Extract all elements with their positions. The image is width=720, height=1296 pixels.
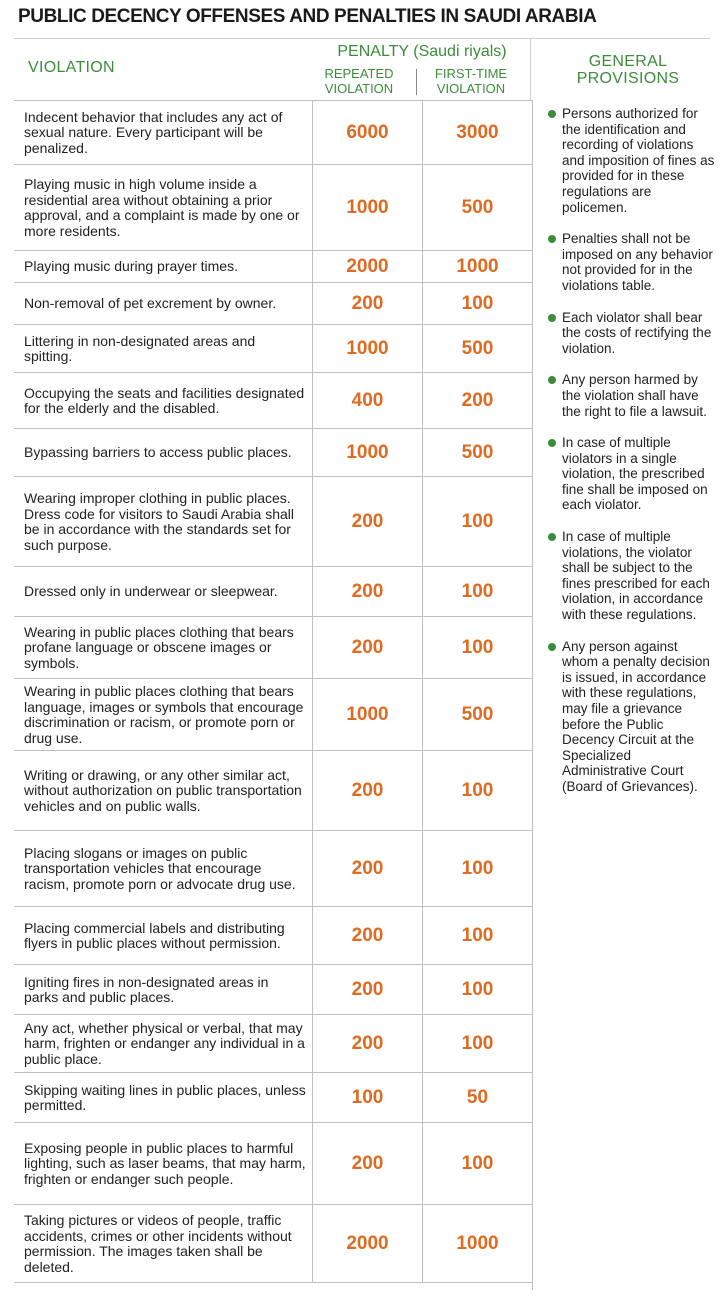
first-time-penalty: 100	[422, 617, 532, 678]
table-row	[14, 1205, 532, 1283]
provision-item	[546, 529, 716, 623]
repeated-penalty: 100	[312, 1073, 422, 1122]
violation-text: Littering in non-designated areas and spitting.	[24, 332, 256, 364]
provision-text: Persons authorized for the identification and recording of violations and imposition of fines as provided for in these regulations are policemen.	[562, 106, 715, 215]
provision-item	[546, 310, 716, 357]
bullet-dot-icon	[548, 110, 556, 118]
header-divider	[530, 39, 531, 101]
repeated-penalty: 200	[312, 751, 422, 830]
provision-text: In case of multiple violations, the violator shall be subject to the fines prescribed for each violation, in accordance with these regulations.	[562, 529, 710, 623]
table-row	[14, 1123, 532, 1205]
bullet-dot-icon	[548, 314, 556, 322]
violation-text: Skipping waiting lines in public places, unless permitted.	[24, 1081, 306, 1113]
bullet-dot-icon	[548, 235, 556, 243]
repeated-penalty: 6000	[312, 101, 422, 164]
general-provisions-header: GENERAL PROVISIONS	[576, 53, 680, 87]
first-time-penalty: 100	[422, 831, 532, 906]
table-row	[14, 283, 532, 325]
bullet-dot-icon	[548, 439, 556, 447]
violation-text: Wearing in public places clothing that bears profane language or obscene images or symbols.	[24, 623, 294, 671]
first-time-penalty: 1000	[422, 1205, 532, 1282]
repeated-penalty: 1000	[312, 165, 422, 250]
violation-text: Wearing in public places clothing that bears language, images or symbols that encourage discrimination or racism, or promote porn or drug use.	[24, 683, 304, 746]
general-provisions-list	[546, 106, 716, 811]
table-row	[14, 679, 532, 751]
first-time-penalty: 100	[422, 477, 532, 566]
table-row	[14, 567, 532, 617]
provision-item	[546, 372, 716, 419]
provision-item	[546, 435, 716, 513]
repeated-penalty: 1000	[312, 325, 422, 372]
repeated-violation-header: REPEATED VIOLATION	[324, 66, 394, 96]
violation-text: Taking pictures or videos of people, traffic accidents, crimes or other incidents without permission. The images taken shall be deleted.	[24, 1212, 292, 1275]
violation-text: Placing slogans or images on public transportation vehicles that encourage racism, promote porn or advocate drug use.	[24, 844, 296, 892]
table-row	[14, 251, 532, 283]
penalty-column-header: PENALTY (Saudi riyals)	[337, 43, 507, 60]
table-row	[14, 101, 532, 165]
first-time-penalty: 50	[422, 1073, 532, 1122]
repeated-penalty: 200	[312, 477, 422, 566]
first-time-penalty: 100	[422, 751, 532, 830]
violation-text: Wearing improper clothing in public places. Dress code for visitors to Saudi Arabia shall be in accordance with the standards set for such purpose.	[24, 490, 295, 553]
repeated-penalty: 200	[312, 567, 422, 616]
repeated-penalty: 400	[312, 373, 422, 428]
provision-text: Each violator shall bear the costs of rectifying the violation.	[562, 309, 712, 356]
repeated-penalty: 200	[312, 965, 422, 1014]
repeated-penalty: 200	[312, 831, 422, 906]
violation-text: Playing music in high volume inside a residential area without obtaining a prior approval, and a complaint is made by one or more residents.	[24, 176, 300, 239]
repeated-penalty: 200	[312, 1015, 422, 1072]
first-time-penalty: 500	[422, 325, 532, 372]
repeated-penalty: 1000	[312, 679, 422, 750]
violation-text: Playing music during prayer times.	[24, 258, 238, 275]
repeated-penalty: 200	[312, 1123, 422, 1204]
first-time-penalty: 1000	[422, 251, 532, 282]
violation-text: Igniting fires in non-designated areas in parks and public places.	[24, 973, 269, 1005]
table-row	[14, 907, 532, 965]
violation-text: Occupying the seats and facilities designated for the elderly and the disabled.	[24, 384, 305, 416]
provision-text: Any person against whom a penalty decision is issued, in accordance with these regulations, may file a grievance before the Public Decency Circuit at the Specialized Administrative Court (Board of Grievances).	[562, 638, 710, 794]
violation-text: Exposing people in public places to harmful lighting, such as laser beams, that may harm, frighten or endanger such people.	[24, 1139, 306, 1187]
table-row	[14, 1073, 532, 1123]
table-row	[14, 751, 532, 831]
violation-text: Non-removal of pet excrement by owner.	[24, 295, 277, 312]
repeated-penalty: 200	[312, 283, 422, 324]
table-row	[14, 373, 532, 429]
violation-text: Indecent behavior that includes any act of sexual nature. Every participant will be penalized.	[24, 108, 283, 156]
first-time-violation-header: FIRST-TIME VIOLATION	[434, 66, 508, 96]
violation-text: Placing commercial labels and distributing flyers in public places without permission.	[24, 919, 285, 951]
repeated-penalty: 200	[312, 907, 422, 964]
page-title: PUBLIC DECENCY OFFENSES AND PENALTIES IN SAUDI ARABIA	[18, 6, 597, 27]
repeated-penalty: 2000	[312, 251, 422, 282]
table-row	[14, 165, 532, 251]
bullet-dot-icon	[548, 533, 556, 541]
violations-table	[14, 100, 532, 1283]
table-row	[14, 325, 532, 373]
provision-item	[546, 231, 716, 293]
provision-item	[546, 639, 716, 795]
repeated-penalty: 2000	[312, 1205, 422, 1282]
first-time-penalty: 500	[422, 429, 532, 476]
violation-column-header: VIOLATION	[28, 59, 115, 76]
repeated-penalty: 200	[312, 617, 422, 678]
first-time-penalty: 100	[422, 283, 532, 324]
table-row	[14, 617, 532, 679]
bullet-dot-icon	[548, 376, 556, 384]
provision-text: Penalties shall not be imposed on any behavior not provided for in the violations table.	[562, 231, 713, 293]
violation-text: Any act, whether physical or verbal, that may harm, frighten or endanger any individual in a public place.	[24, 1019, 305, 1067]
table-header	[14, 38, 710, 100]
violation-text: Dressed only in underwear or sleepwear.	[24, 583, 278, 600]
first-time-penalty: 100	[422, 907, 532, 964]
table-row	[14, 965, 532, 1015]
first-time-penalty: 100	[422, 567, 532, 616]
provision-item	[546, 106, 716, 215]
provision-text: In case of multiple violators in a single violation, the prescribed fine shall be imposed on each violator.	[562, 435, 708, 513]
violation-text: Writing or drawing, or any other similar act, without authorization on public transportation vehicles and on public walls.	[24, 766, 302, 814]
table-row	[14, 477, 532, 567]
table-row	[14, 1015, 532, 1073]
table-right-border	[532, 100, 533, 1290]
bullet-dot-icon	[548, 643, 556, 651]
first-time-penalty: 500	[422, 679, 532, 750]
repeated-penalty: 1000	[312, 429, 422, 476]
first-time-penalty: 100	[422, 1015, 532, 1072]
first-time-penalty: 3000	[422, 101, 532, 164]
violation-text: Bypassing barriers to access public places.	[24, 444, 292, 461]
provision-text: Any person harmed by the violation shall have the right to file a lawsuit.	[562, 372, 707, 419]
first-time-penalty: 100	[422, 1123, 532, 1204]
table-row	[14, 429, 532, 477]
table-row	[14, 831, 532, 907]
first-time-penalty: 100	[422, 965, 532, 1014]
first-time-penalty: 500	[422, 165, 532, 250]
first-time-penalty: 200	[422, 373, 532, 428]
